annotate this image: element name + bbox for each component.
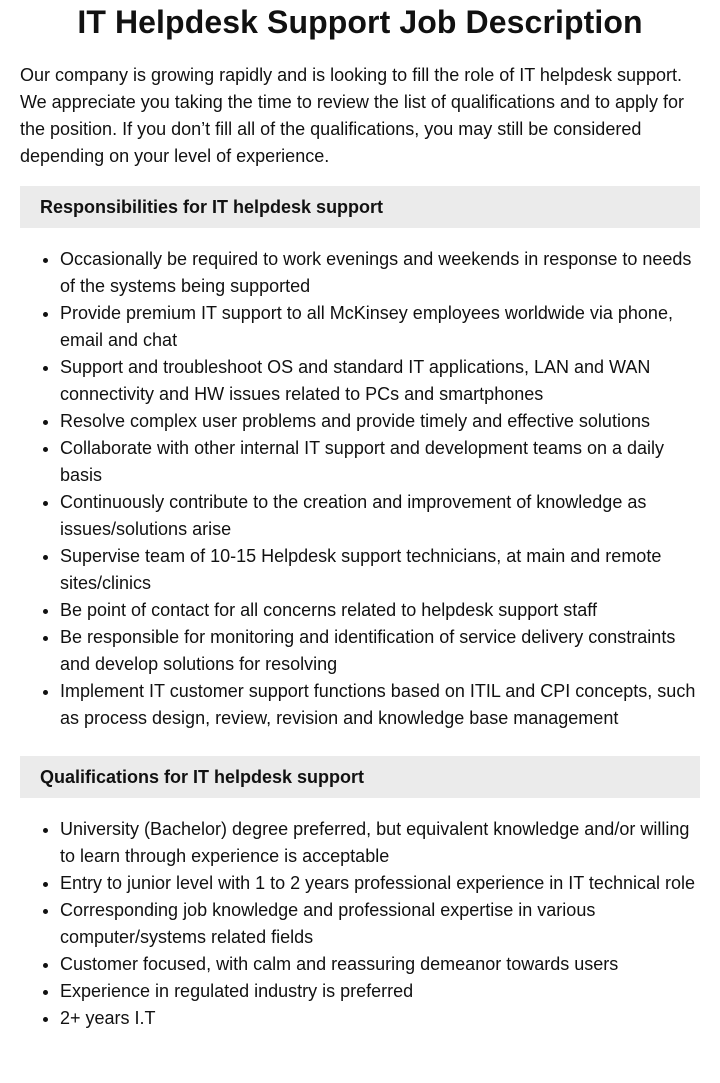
list-item: • Customer focused, with calm and reassuring demeanor towards users [60,951,700,978]
list-item: • Support and troubleshoot OS and standard IT applications, LAN and WAN connectivity and HW issues related to PCs and smartphones [60,354,700,408]
list-item: • Implement IT customer support functions based on ITIL and CPI concepts, such as process design, review, revision and knowledge base management [60,678,700,732]
list-item: • Provide premium IT support to all McKinsey employees worldwide via phone, email and chat [60,300,700,354]
list-item: • Entry to junior level with 1 to 2 years professional experience in IT technical role [60,870,700,897]
responsibilities-heading: Responsibilities for IT helpdesk support [20,186,700,228]
list-item: • 2+ years I.T [60,1005,700,1032]
list-item: • Be point of contact for all concerns related to helpdesk support staff [60,597,700,624]
list-item: • Experience in regulated industry is preferred [60,978,700,1005]
page-title: IT Helpdesk Support Job Description [77,4,643,40]
list-item: • Resolve complex user problems and provide timely and effective solutions [60,408,700,435]
intro-paragraph: Our company is growing rapidly and is looking to fill the role of IT helpdesk support. We appreciate you taking the time to review the list of qualifications and to apply for the position. If you don’t fill all of the qualifications, you may still be considered depending on your level of experience. [20,65,685,166]
qualifications-list [20,816,700,1032]
qualifications-heading: Qualifications for IT helpdesk support [20,756,700,798]
list-item: • University (Bachelor) degree preferred, but equivalent knowledge and/or willing to learn through experience is acceptable [60,816,700,870]
responsibilities-list [20,246,700,732]
list-item: • Corresponding job knowledge and professional expertise in various computer/systems related fields [60,897,700,951]
list-item: • Supervise team of 10-15 Helpdesk support technicians, at main and remote sites/clinics [60,543,700,597]
list-item: • Be responsible for monitoring and identification of service delivery constraints and develop solutions for resolving [60,624,700,678]
list-item: • Continuously contribute to the creation and improvement of knowledge as issues/solutions arise [60,489,700,543]
list-item: • Collaborate with other internal IT support and development teams on a daily basis [60,435,700,489]
list-item: • Occasionally be required to work evenings and weekends in response to needs of the systems being supported [60,246,700,300]
